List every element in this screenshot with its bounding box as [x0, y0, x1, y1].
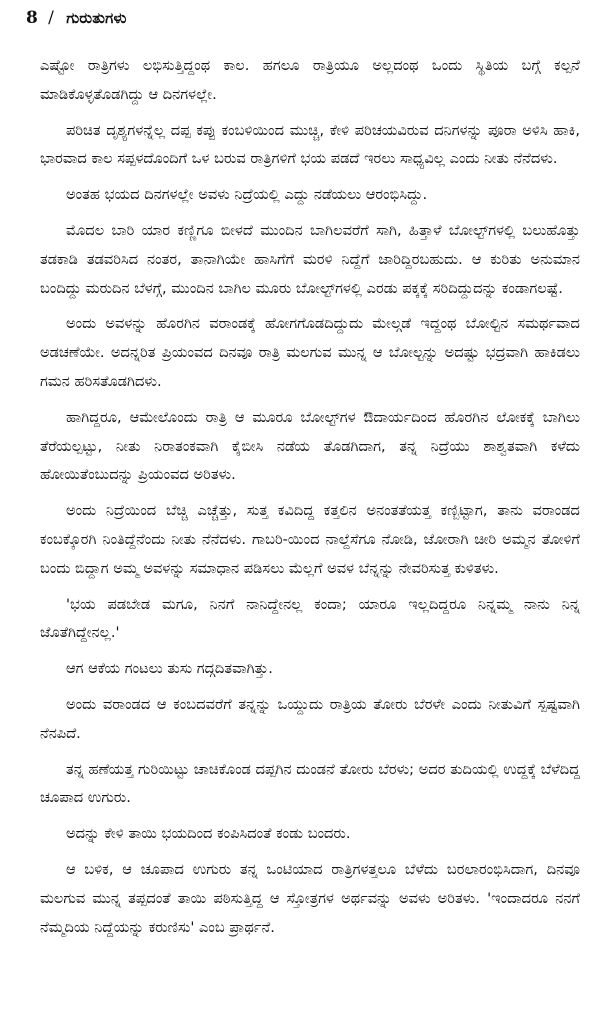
paragraph-2: ಪರಿಚಿತ ದೃಶ್ಯಗಳನ್ನೆಲ್ಲ ದಪ್ಪ ಕಪ್ಪು ಕಂಬಳಿಯಿಂದ ಮುಚ್ಚಿ, ಕೇಳಿ ಪರಿಚಯವಿರುವ ದನಿಗಳನ್ನು ಪೂರಾ ಅಳಿಸಿ ಹಾಕಿ, ಭಾರವಾದ ಕಾಲ ಸಪ್ಪಳದೊಂದಿಗೆ ಒಳ ಬರುವ ರಾತ್ರಿಗಳಿಗೆ ಭಯ ಪಡದೆ ಇರಲು ಸಾಧ್ಯವಿಲ್ಲ ಎಂದು ನೀತು ನೆನೆದಳು. [40, 121, 580, 168]
paragraph-12: ಅದನ್ನು ಕೇಳಿ ತಾಯಿ ಭಯದಿಂದ ಕಂಪಿಸಿದಂತೆ ಕಂಡು ಬಂದರು. [66, 825, 351, 843]
paragraph-9: ಆಗ ಆಕೆಯ ಗಂಟಲು ತುಸು ಗದ್ಗದಿತವಾಗಿತ್ತು. [66, 660, 273, 678]
paragraph-6: ಹಾಗಿದ್ದರೂ, ಆಮೇಲೊಂದು ರಾತ್ರಿ ಆ ಮೂರೂ ಬೋಲ್ಟ್‌ಗಳ ಔದಾರ್ಯದಿಂದ ಹೊರಗಿನ ಲೋಕಕ್ಕೆ ಬಾಗಿಲು ತೆರೆಯಲ್ಪಟ್ಟು, ನೀತು ನಿರಾತಂಕವಾಗಿ ಕೈಬೀಸಿ ನಡೆಯ ತೊಡಗಿದಾಗ, ತನ್ನ ನಿದ್ರೆಯು ಶಾಶ್ವತವಾಗಿ ಕಳೆದು ಹೋಯಿತೆಂಬುದನ್ನು ಪ್ರಿಯಂವದ ಅರಿತಳು. [40, 408, 580, 484]
paragraph-4: ಮೊದಲ ಬಾರಿ ಯಾರ ಕಣ್ಣಿಗೂ ಬೀಳದೆ ಮುಂದಿನ ಬಾಗಿಲವರೆಗೆ ಸಾಗಿ, ಹಿತ್ತಾಳೆ ಬೋಲ್ಟ್‌ಗಳಲ್ಲಿ ಬಲುಹೊತ್ತು ತಡಕಾಡಿ ತಡವರಿಸಿದ ನಂತರ, ತಾನಾಗಿಯೇ ಹಾಸಿಗೆಗೆ ಮರಳಿ ನಿದ್ದೆಗೆ ಜಾರಿದ್ದಿರಬಹುದು. ಆ ಕುರಿತು ಅನುಮಾನ ಬಂದಿದ್ದು ಮರುದಿನ ಬೆಳಗ್ಗೆ, ಮುಂದಿನ ಬಾಗಿಲ ಮೂರು ಬೋಲ್ಟ್‌ಗಳಲ್ಲಿ ಎರಡು ಪಕ್ಕಕ್ಕೆ ಸರಿದಿದ್ದುದನ್ನು ಕಂಡಾಗಲಷ್ಟೆ. [40, 221, 580, 297]
running-header [26, 8, 127, 28]
page-number: 8 [26, 8, 39, 28]
paragraph-11: ತನ್ನ ಹಣೆಯತ್ತ ಗುರಿಯಿಟ್ಟು ಚಾಚಿಕೊಂಡ ದಪ್ಪಗಿನ ದುಂಡನೆ ತೋರು ಬೆರಳು; ಅದರ ತುದಿಯಲ್ಲಿ ಉದ್ದಕ್ಕೆ ಬೆಳೆದಿದ್ದ ಚೂಪಾದ ಉಗುರು. [40, 760, 580, 807]
paragraph-13: ಆ ಬಳಿಕ, ಆ ಚೂಪಾದ ಉಗುರು ತನ್ನ ಒಂಟಿಯಾದ ರಾತ್ರಿಗಳತ್ತಲೂ ಬೆಳೆದು ಬರಲಾರಂಭಿಸಿದಾಗ, ದಿನವೂ ಮಲಗುವ ಮುನ್ನ ತಪ್ಪದಂತೆ ತಾಯಿ ಪಠಿಸುತ್ತಿದ್ದ ಆ ಸ್ತೋತ್ರಗಳ ಅರ್ಥವನ್ನು ಅವಳು ಅರಿತಳು. 'ಇಂದಾದರೂ ನನಗೆ ನೆಮ್ಮದಿಯ ನಿದ್ದೆಯನ್ನು ಕರುಣಿಸು' ಎಂಬ ಪ್ರಾರ್ಥನೆ. [40, 860, 580, 936]
book-title: ಗುರುತುಗಳು [66, 9, 127, 27]
paragraph-1: ಎಷ್ಟೋ ರಾತ್ರಿಗಳು ಲಭಿಸುತ್ತಿದ್ದಂಥ ಕಾಲ. ಹಗಲೂ ರಾತ್ರಿಯೂ ಅಲ್ಲದಂಥ ಒಂದು ಸ್ಥಿತಿಯ ಬಗ್ಗೆ ಕಲ್ಪನೆ ಮಾಡಿಕೊಳ್ಳತೊಡಗಿದ್ದು ಆ ದಿನಗಳಲ್ಲೇ. [40, 57, 580, 103]
paragraph-3: ಅಂತಹ ಭಯದ ದಿನಗಳಲ್ಲೇ ಅವಳು ನಿದ್ರೆಯಲ್ಲಿ ಎದ್ದು ನಡೆಯಲು ಆರಂಭಿಸಿದ್ದು. [66, 186, 428, 204]
header-separator: / [48, 8, 55, 28]
paragraph-7: ಅಂದು ನಿದ್ರೆಯಿಂದ ಬೆಚ್ಚಿ ಎಚ್ಚೆತ್ತು, ಸುತ್ತ ಕವಿದಿದ್ದ ಕತ್ತಲಿನ ಅನಂತತೆಯತ್ತ ಕಣ್ಬಿಟ್ಟಾಗ, ತಾನು ವರಾಂಡದ ಕಂಬಕ್ಕೊರಗಿ ನಿಂತಿದ್ದೆನೆಂದು ನೀತು ನೆನೆದಳು. ಗಾಬರಿ-ಯಿಂದ ನಾಲ್ದೆಸೆಗೂ ನೋಡಿ, ಜೋರಾಗಿ ಚೀರಿ ಅಮ್ಮನ ತೋಳಿಗೆ ಬಂದು ಬಿದ್ದಾಗ ಅಮ್ಮ ಅವಳನ್ನು ಸಮಾಧಾನ ಪಡಿಸಲು ಮೆಲ್ಲಗೆ ಅವಳ ಬೆನ್ನನ್ನು ನೇವರಿಸುತ್ತ ಕುಳಿತಳು. [40, 502, 580, 577]
paragraph-8-dialogue: 'ಭಯ ಪಡಬೇಡ ಮಗೂ, ನಿನಗೆ ನಾನಿದ್ದೇನಲ್ಲ ಕಂದಾ; ಯಾರೂ ಇಲ್ಲದಿದ್ದರೂ ನಿನ್ನಮ್ಮ ನಾನು ನಿನ್ನ ಜೊತೆಗಿದ್ದೇನಲ್ಲ.' [40, 595, 580, 642]
body-text [40, 52, 580, 949]
paragraph-10: ಅಂದು ವರಾಂಡದ ಆ ಕಂಬದವರೆಗೆ ತನ್ನನ್ನು ಒಯ್ದುದು ರಾತ್ರಿಯ ತೋರು ಬೆರಳೇ ಎಂದು ನೀತುವಿಗೆ ಸ್ಪಷ್ಟವಾಗಿ ನೆನಪಿದೆ. [40, 695, 580, 742]
paragraph-5: ಅಂದು ಅವಳನ್ನು ಹೊರಗಿನ ವರಾಂಡಕ್ಕೆ ಹೋಗಗೊಡದಿದ್ದುದು ಮೇಲ್ಗಡೆ ಇದ್ದಂಥ ಬೋಲ್ಟಿನ ಸಮರ್ಥವಾದ ಅಡಚಣೆಯೇ. ಅದನ್ನರಿತ ಪ್ರಿಯಂವದ ದಿನವೂ ರಾತ್ರಿ ಮಲಗುವ ಮುನ್ನ ಆ ಬೋಲ್ಟನ್ನು ಅದಷ್ಟು ಭದ್ರವಾಗಿ ಹಾಕಿಡಲು ಗಮನ ಹರಿಸತೊಡಗಿದಳು. [40, 315, 580, 390]
